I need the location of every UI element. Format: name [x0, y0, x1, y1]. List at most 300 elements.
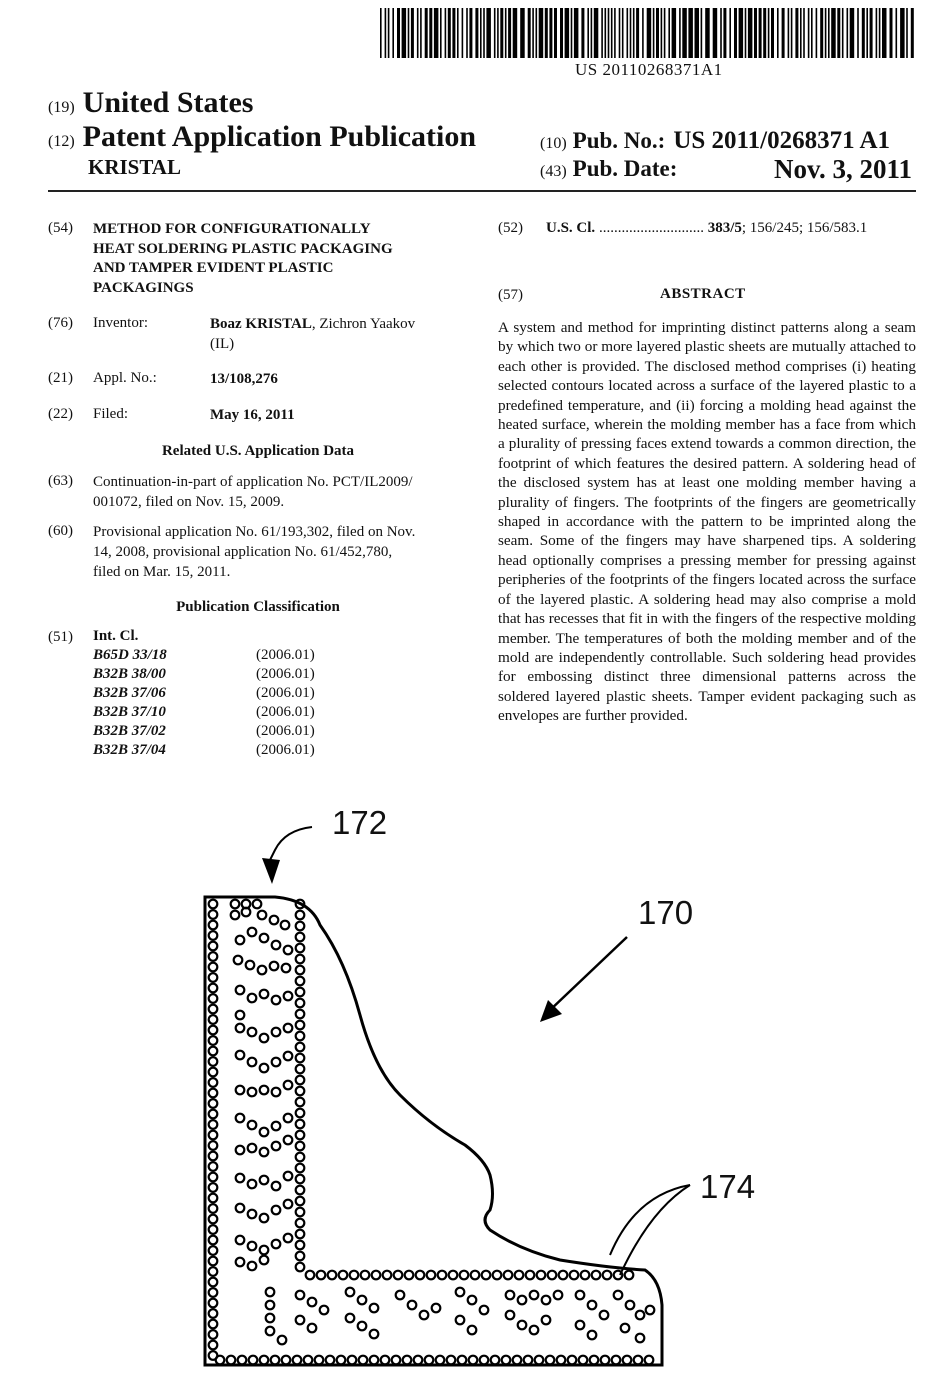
pattern-ring [260, 1148, 269, 1157]
inventor-name: Boaz KRISTAL [210, 316, 312, 332]
pattern-ring [296, 1252, 305, 1261]
pattern-ring [296, 1241, 305, 1250]
barcode-bar [906, 8, 908, 58]
pattern-ring [645, 1356, 654, 1365]
pattern-ring [248, 1262, 257, 1271]
barcode-bar [850, 8, 855, 58]
pattern-ring [209, 1215, 218, 1224]
barcode-bar [630, 8, 632, 58]
pattern-ring [248, 1121, 257, 1130]
pattern-ring [236, 1086, 245, 1095]
barcode-bar [392, 8, 394, 58]
pattern-ring [209, 1089, 218, 1098]
pattern-ring [328, 1271, 337, 1280]
barcode-bar [614, 8, 616, 58]
barcode-bar [734, 8, 737, 58]
barcode-bar [701, 8, 703, 58]
barcode-bar [601, 8, 603, 58]
barcode-bar [466, 8, 468, 58]
label-174: 174 [700, 1168, 756, 1205]
pattern-rings [209, 900, 655, 1365]
pattern-ring [236, 1236, 245, 1245]
pattern-ring [293, 1356, 302, 1365]
arrowhead-172 [262, 858, 280, 884]
pattern-ring [260, 934, 269, 943]
barcode-bar [803, 8, 805, 58]
barcode-bar [911, 8, 914, 58]
barcode-bar [890, 8, 893, 58]
pattern-ring [272, 1182, 281, 1191]
barcode-bar [608, 8, 610, 58]
pattern-ring [530, 1326, 539, 1335]
provisional-text [93, 522, 468, 582]
barcode-bar [469, 8, 472, 58]
filed-label: Filed: [93, 406, 129, 422]
barcode-bar [581, 8, 584, 58]
barcode-bar [587, 8, 589, 58]
patent-figure [190, 800, 790, 1380]
pattern-ring [284, 1052, 293, 1061]
pattern-ring [381, 1356, 390, 1365]
pattern-ring [548, 1271, 557, 1280]
pattern-ring [270, 962, 279, 971]
pattern-ring [623, 1356, 632, 1365]
pattern-ring [296, 1316, 305, 1325]
barcode-bar [408, 8, 410, 58]
pattern-ring [260, 1128, 269, 1137]
pattern-ring [626, 1301, 635, 1310]
pattern-ring [296, 1120, 305, 1129]
figure-drawing [190, 800, 790, 1380]
pattern-ring [238, 1356, 247, 1365]
intcl-row [93, 742, 393, 761]
barcode-bar [754, 8, 757, 58]
pattern-ring [246, 961, 255, 970]
pattern-ring [236, 986, 245, 995]
pattern-ring [601, 1356, 610, 1365]
pattern-ring [209, 1057, 218, 1066]
publication-type: Patent Application Publication [82, 120, 477, 153]
barcode-bar [695, 8, 700, 58]
country-code: (19) [48, 99, 75, 116]
pattern-ring [296, 1032, 305, 1041]
inventor-surname: KRISTAL [88, 155, 181, 179]
title-line: METHOD FOR CONFIGURATIONALLY [93, 221, 371, 237]
pattern-ring [266, 1327, 275, 1336]
barcode-bar [705, 8, 710, 58]
provisional-line: 14, 2008, provisional application No. 61/452,780, [93, 544, 393, 560]
title-code: (54) [48, 220, 73, 236]
pattern-ring [272, 1142, 281, 1151]
barcode-bar [417, 8, 419, 58]
pattern-ring [296, 1010, 305, 1019]
pattern-ring [209, 900, 218, 909]
pattern-ring [468, 1326, 477, 1335]
pattern-ring [296, 933, 305, 942]
pattern-ring [370, 1330, 379, 1339]
pattern-ring [350, 1271, 359, 1280]
pattern-ring [209, 1267, 218, 1276]
intcl-class: B32B 37/02 [93, 723, 166, 739]
barcode-bar [668, 8, 670, 58]
barcode-bar [795, 8, 798, 58]
pattern-ring [636, 1334, 645, 1343]
barcode-bar [429, 8, 432, 58]
barcode-bar [545, 8, 548, 58]
pattern-ring [209, 1299, 218, 1308]
pattern-ring [614, 1291, 623, 1300]
pattern-ring [234, 956, 243, 965]
barcode-bar [679, 8, 681, 58]
pattern-ring [236, 1174, 245, 1183]
pattern-ring [209, 1141, 218, 1150]
pattern-ring [282, 964, 291, 973]
intcl-version: (2006.01) [256, 742, 315, 758]
pattern-ring [456, 1316, 465, 1325]
pattern-ring [315, 1356, 324, 1365]
pattern-ring [296, 1109, 305, 1118]
pattern-ring [296, 1043, 305, 1052]
filed-code: (22) [48, 406, 73, 422]
barcode-bar [560, 8, 563, 58]
pattern-ring [537, 1271, 546, 1280]
type-code: (12) [48, 133, 75, 150]
pattern-ring [209, 1005, 218, 1014]
inventor-location: , Zichron Yaakov [311, 316, 416, 332]
pattern-ring [372, 1271, 381, 1280]
barcode-bar [622, 8, 624, 58]
pattern-ring [278, 1336, 287, 1345]
title-line: AND TAMPER EVIDENT PLASTIC [93, 260, 334, 276]
barcode-bar [539, 8, 544, 58]
pattern-ring [346, 1288, 355, 1297]
barcode-bar [388, 8, 390, 58]
pattern-ring [296, 955, 305, 964]
leader-172 [270, 827, 312, 860]
pub-date-code: (43) [540, 163, 567, 180]
pattern-ring [570, 1271, 579, 1280]
barcode-bar [434, 8, 439, 58]
pattern-ring [209, 1246, 218, 1255]
inventor-country: (IL) [210, 336, 235, 352]
pattern-ring [209, 1204, 218, 1213]
pattern-ring [427, 1271, 436, 1280]
pattern-ring [209, 1131, 218, 1140]
pattern-ring [296, 1065, 305, 1074]
pattern-ring [296, 944, 305, 953]
pattern-ring [526, 1271, 535, 1280]
pattern-ring [209, 1330, 218, 1339]
barcode-bar [505, 8, 507, 58]
pattern-ring [588, 1331, 597, 1340]
barcode-bar [497, 8, 499, 58]
barcode-bar [402, 8, 407, 58]
label-170: 170 [638, 894, 694, 931]
title-line: HEAT SOLDERING PLASTIC PACKAGING [93, 240, 393, 257]
pattern-ring [284, 1172, 293, 1181]
pattern-ring [576, 1291, 585, 1300]
pattern-ring [209, 1036, 218, 1045]
pattern-ring [271, 1356, 280, 1365]
pattern-ring [320, 1306, 329, 1315]
pattern-ring [209, 1015, 218, 1024]
barcode [380, 8, 916, 58]
barcode-bar [672, 8, 677, 58]
pattern-ring [272, 996, 281, 1005]
pattern-ring [296, 1131, 305, 1140]
pattern-ring [253, 900, 262, 909]
pattern-ring [296, 1263, 305, 1272]
title-line: PACKAGINGS [93, 279, 194, 296]
pattern-ring [634, 1356, 643, 1365]
barcode-bar [594, 8, 599, 58]
pattern-ring [469, 1356, 478, 1365]
label-172: 172 [332, 804, 388, 841]
pattern-ring [308, 1298, 317, 1307]
barcode-bar [445, 8, 447, 58]
pattern-ring [396, 1291, 405, 1300]
pattern-ring [296, 1164, 305, 1173]
provisional-line: filed on Mar. 15, 2011. [93, 564, 231, 580]
continuation-line: 001072, filed on Nov. 15, 2009. [93, 494, 285, 510]
pattern-ring [282, 1356, 291, 1365]
pattern-ring [296, 1153, 305, 1162]
barcode-bar [494, 8, 496, 58]
barcode-bar [768, 8, 770, 58]
uscl-code: (52) [498, 220, 523, 236]
pattern-ring [209, 1026, 218, 1035]
pattern-ring [636, 1311, 645, 1320]
pattern-ring [296, 1197, 305, 1206]
barcode-bar [862, 8, 865, 58]
filed-date: May 16, 2011 [210, 407, 295, 423]
pattern-ring [296, 988, 305, 997]
pub-date-label: Pub. Date: [572, 156, 678, 181]
pub-no-label: Pub. No.: [572, 128, 666, 153]
pattern-ring [260, 990, 269, 999]
pattern-ring [284, 1081, 293, 1090]
pattern-ring [542, 1296, 551, 1305]
barcode-bar [777, 8, 779, 58]
barcode-bar [857, 8, 859, 58]
pattern-ring [236, 1146, 245, 1155]
appl-label: Appl. No.: [93, 370, 157, 386]
barcode-bar [636, 8, 639, 58]
pattern-ring [416, 1271, 425, 1280]
pattern-ring [296, 1076, 305, 1085]
pattern-ring [272, 1240, 281, 1249]
pattern-ring [248, 1180, 257, 1189]
pattern-ring [260, 1256, 269, 1265]
pattern-ring [308, 1324, 317, 1333]
pattern-ring [405, 1271, 414, 1280]
pattern-ring [209, 942, 218, 951]
pattern-ring [260, 1034, 269, 1043]
barcode-number: US 20110268371A1 [575, 60, 723, 79]
country-name: United States [82, 86, 254, 119]
pattern-ring [296, 1230, 305, 1239]
barcode-bar [380, 8, 382, 58]
pattern-ring [266, 1314, 275, 1323]
barcode-bar [385, 8, 387, 58]
pattern-ring [209, 1183, 218, 1192]
pattern-ring [248, 928, 257, 937]
pattern-ring [296, 1219, 305, 1228]
pattern-ring [209, 1288, 218, 1297]
abstract-text: A system and method for imprinting distinct patterns along a seam by which two or more layered plastic sheets are mutually attached to each other is provided. The disclosed method comprises (i) heating selected contours located across a surface of the layered plastic to a predefined temperature, and (ii) forcing a molding head against the heated surface, wherein the molding member has a face from which a plurality of pressing faces extend towards a common direction, the footprint of which features the desired pattern. A soldering head of the disclosed system has at least one molding member having a plurality of fingers. The footprints of the fingers are geometrically shaped in accordance with the pattern to be imprinted along the seam. Some of the fingers may have sharpened tips. A soldering head optionally comprises a pressing member for pressing against peripheries of the footprints of the fingers located across the surface of the layered plastic. A soldering head may also comprise a mold that has recesses that fit in with the fingers of the respective molding member. The temperatures of both the molding member and of the mold are independently controllable. Such soldering head provides for embossing distinct three dimensional patterns across the soldered layered plastic sheets. Tamper evident packaging such as envelopes are further provided. [498, 319, 916, 725]
pattern-ring [248, 1028, 257, 1037]
leader-174-a [610, 1185, 690, 1255]
pattern-ring [460, 1271, 469, 1280]
pattern-ring [480, 1356, 489, 1365]
pattern-ring [339, 1271, 348, 1280]
pattern-ring [493, 1271, 502, 1280]
intcl-row [93, 666, 393, 685]
pattern-ring [209, 931, 218, 940]
uscl-rest: ; 156/245; 156/583.1 [741, 220, 868, 236]
pattern-ring [272, 1122, 281, 1131]
inventor-value [210, 314, 475, 354]
pattern-ring [468, 1296, 477, 1305]
pattern-ring [209, 1173, 218, 1182]
pattern-ring [394, 1271, 403, 1280]
barcode-bar [816, 8, 818, 58]
intcl-row [93, 647, 393, 666]
pattern-ring [209, 963, 218, 972]
pattern-ring [306, 1271, 315, 1280]
intcl-version: (2006.01) [256, 647, 315, 663]
barcode-bar [513, 8, 518, 58]
pattern-ring [209, 1341, 218, 1350]
pattern-ring [209, 973, 218, 982]
pattern-ring [284, 1136, 293, 1145]
barcode-bar [720, 8, 722, 58]
pattern-ring [447, 1356, 456, 1365]
pattern-ring [449, 1271, 458, 1280]
pattern-ring [236, 1051, 245, 1060]
pattern-ring [284, 1234, 293, 1243]
pattern-ring [425, 1356, 434, 1365]
pattern-ring [209, 1278, 218, 1287]
pattern-ring [296, 1186, 305, 1195]
pattern-ring [216, 1356, 225, 1365]
barcode-bar [653, 8, 655, 58]
intcl-class: B65D 33/18 [93, 647, 167, 663]
barcode-bar [771, 8, 774, 58]
pattern-ring [231, 911, 240, 920]
abstract-code: (57) [498, 287, 523, 303]
barcode-bar [661, 8, 663, 58]
barcode-bar [882, 8, 887, 58]
barcode-bar [739, 8, 744, 58]
barcode-bar [879, 8, 881, 58]
pattern-ring [209, 952, 218, 961]
pattern-ring [248, 1058, 257, 1067]
barcode-bar [475, 8, 478, 58]
pattern-ring [209, 1152, 218, 1161]
pattern-ring [296, 1142, 305, 1151]
barcode-bar [483, 8, 485, 58]
pattern-ring [272, 1206, 281, 1215]
intcl-class: B32B 37/06 [93, 685, 166, 701]
pub-no-value: US 2011/0268371 A1 [673, 127, 891, 154]
intcl-row [93, 704, 393, 723]
barcode-bar [763, 8, 766, 58]
barcode-bar [837, 8, 840, 58]
pattern-ring [518, 1321, 527, 1330]
pattern-ring [209, 1099, 218, 1108]
pattern-ring [346, 1314, 355, 1323]
pattern-ring [502, 1356, 511, 1365]
pattern-ring [576, 1321, 585, 1330]
barcode-bar [647, 8, 652, 58]
barcode-bar [411, 8, 414, 58]
pattern-ring [458, 1356, 467, 1365]
barcode-bar [425, 8, 428, 58]
pattern-ring [296, 922, 305, 931]
barcode-bar [571, 8, 573, 58]
pattern-ring [260, 1176, 269, 1185]
barcode-bar [808, 8, 810, 58]
pattern-ring [284, 992, 293, 1001]
barcode-bar [896, 8, 898, 58]
pattern-ring [209, 1225, 218, 1234]
continuation-text [93, 472, 468, 512]
pattern-ring [361, 1271, 370, 1280]
barcode-bar [688, 8, 693, 58]
pattern-ring [209, 1194, 218, 1203]
pattern-ring [588, 1301, 597, 1310]
pattern-ring [284, 1024, 293, 1033]
pattern-ring [592, 1271, 601, 1280]
pattern-ring [248, 994, 257, 1003]
barcode-bar [633, 8, 635, 58]
pattern-ring [284, 1200, 293, 1209]
barcode-bar [480, 8, 482, 58]
pattern-ring [209, 910, 218, 919]
pattern-ring [491, 1356, 500, 1365]
pattern-ring [296, 999, 305, 1008]
barcode-bar [457, 8, 459, 58]
barcode-bar [870, 8, 873, 58]
barcode-bar [397, 8, 400, 58]
pattern-ring [646, 1306, 655, 1315]
pattern-ring [414, 1356, 423, 1365]
pattern-ring [296, 1175, 305, 1184]
pattern-ring [432, 1304, 441, 1313]
pattern-ring [284, 946, 293, 955]
pattern-ring [408, 1301, 417, 1310]
pattern-ring [272, 1028, 281, 1037]
pattern-ring [296, 1054, 305, 1063]
pub-date-line [540, 156, 912, 182]
pattern-ring [542, 1316, 551, 1325]
barcode-bar [866, 8, 868, 58]
pattern-ring [266, 1288, 275, 1297]
pattern-ring [236, 936, 245, 945]
barcode-bar [900, 8, 905, 58]
pattern-ring [600, 1311, 609, 1320]
barcode-bar [759, 8, 762, 58]
pattern-ring [579, 1356, 588, 1365]
pattern-ring [209, 1047, 218, 1056]
barcode-bar [536, 8, 538, 58]
pattern-ring [504, 1271, 513, 1280]
pattern-ring [281, 921, 290, 930]
pattern-ring [612, 1356, 621, 1365]
pattern-ring [392, 1356, 401, 1365]
barcode-bar [440, 8, 442, 58]
